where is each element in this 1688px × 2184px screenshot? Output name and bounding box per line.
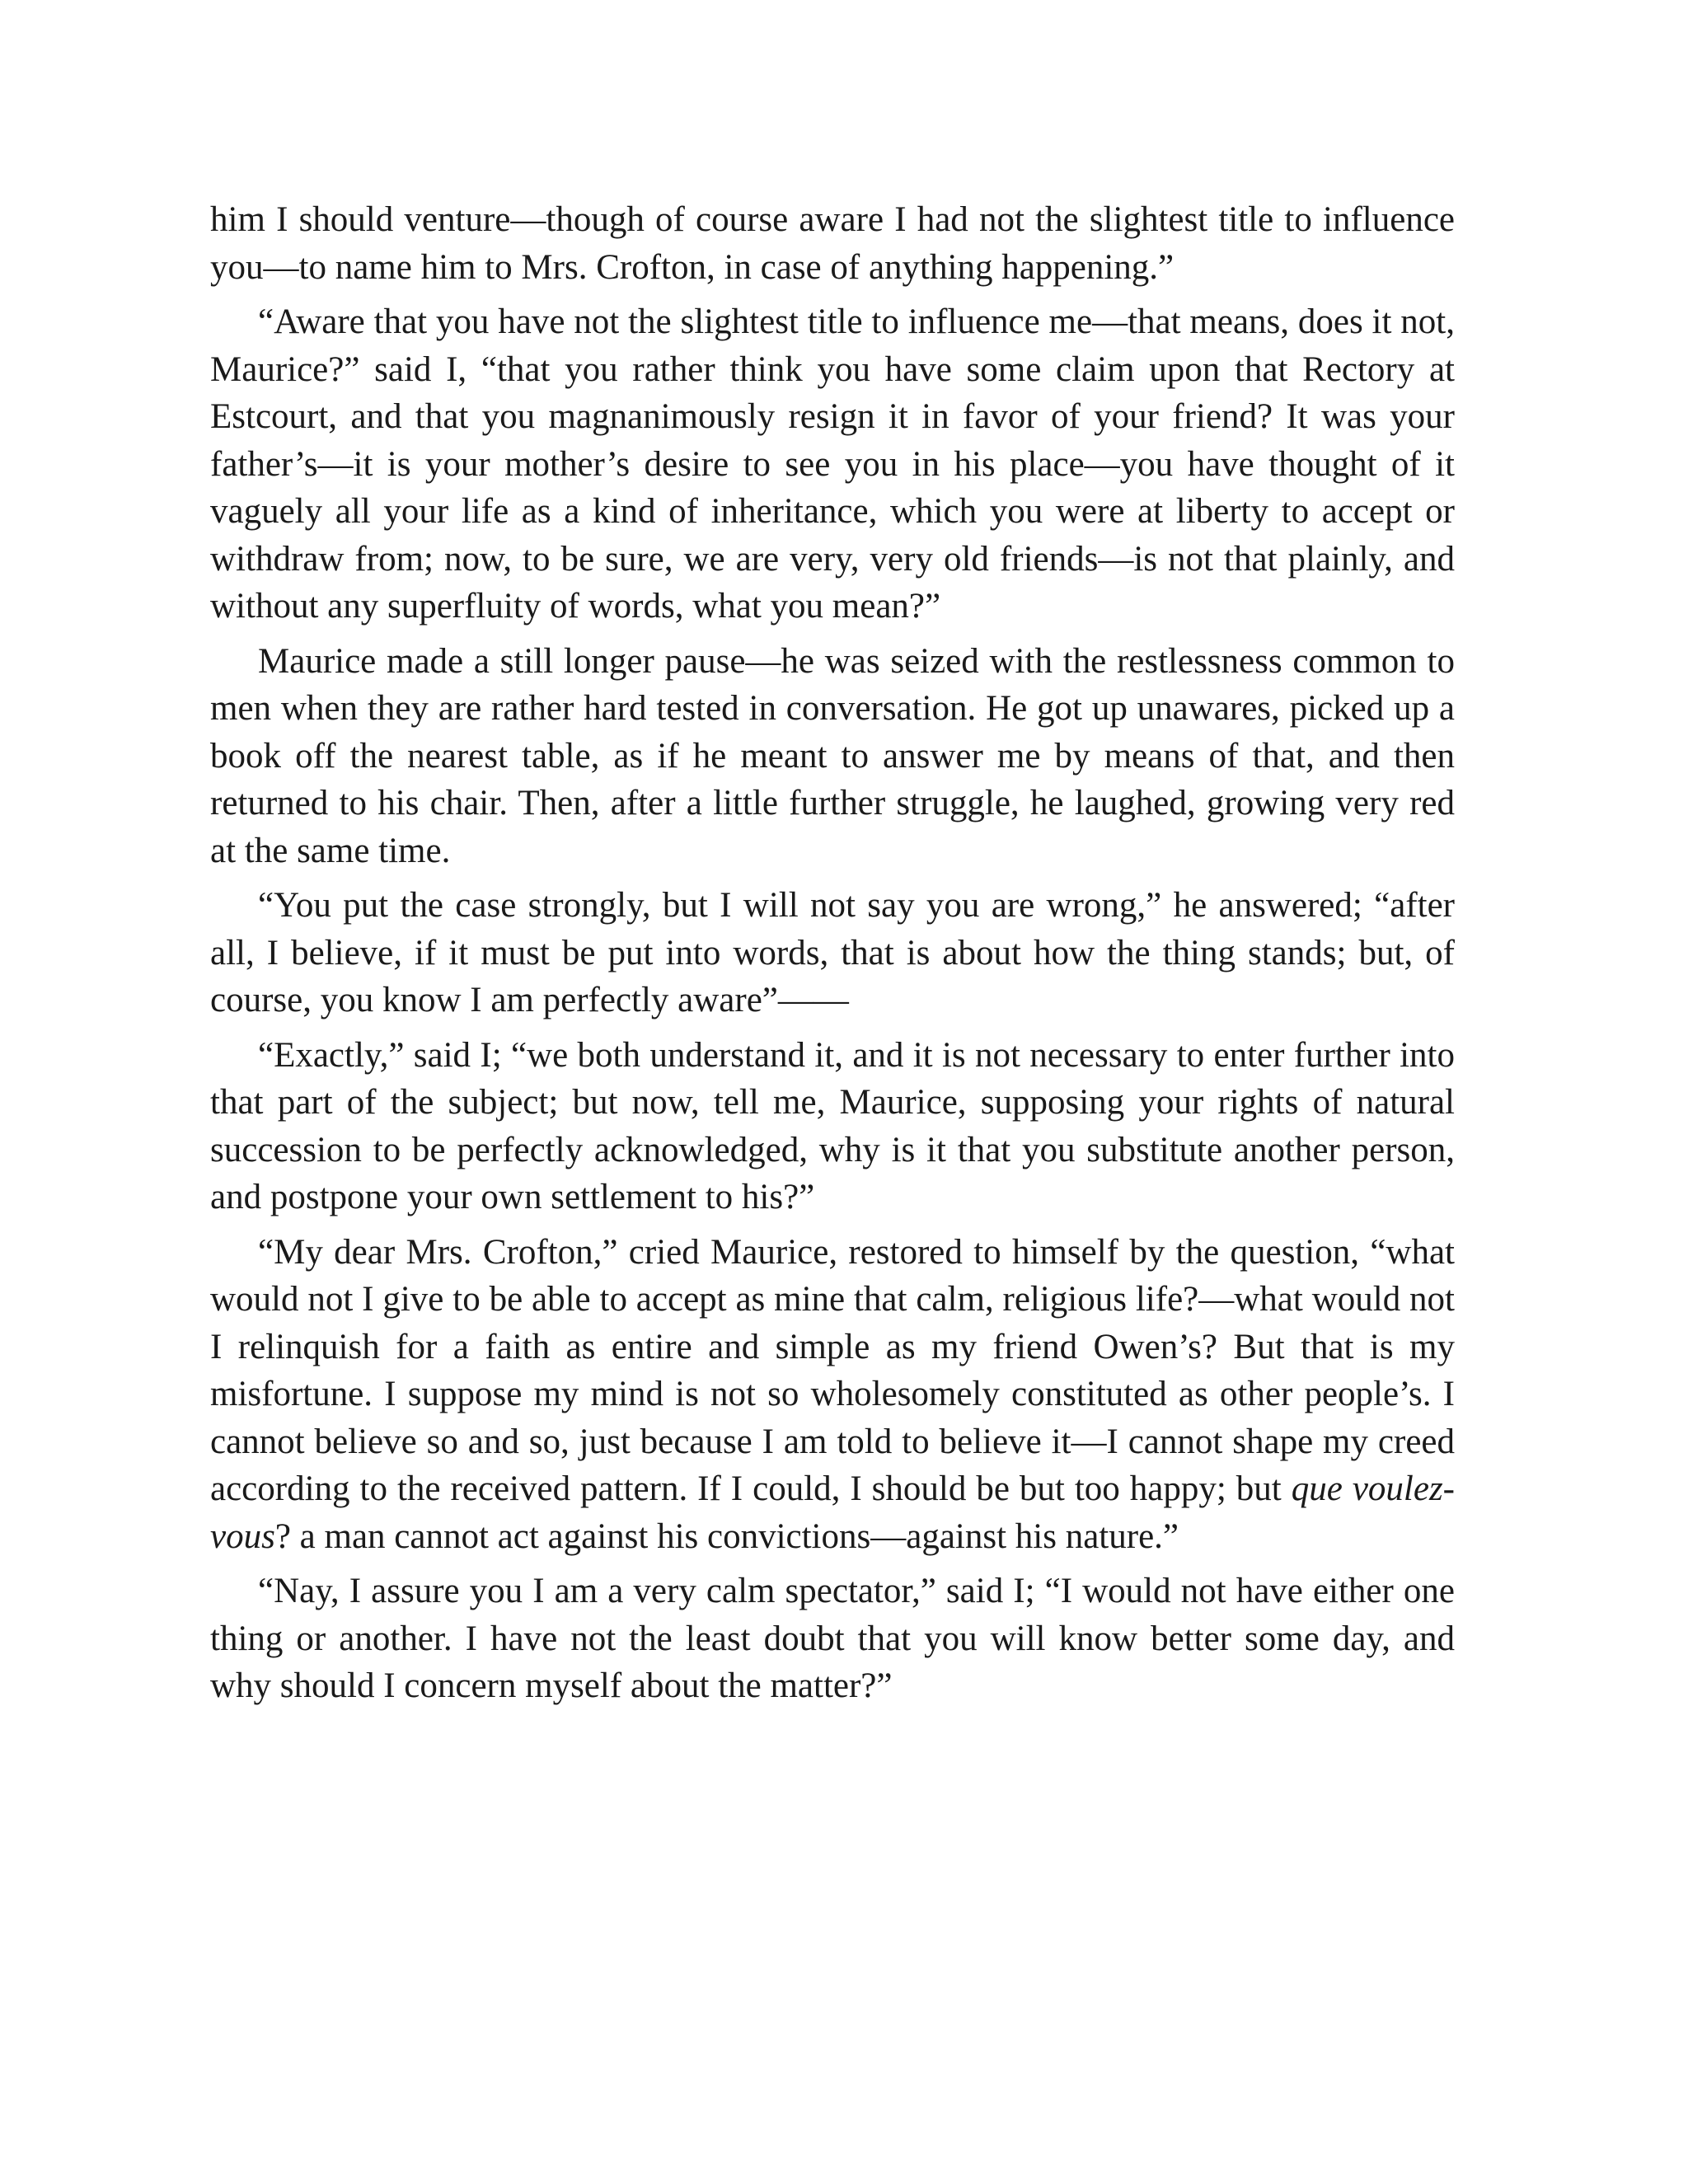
paragraph-6 bbox=[210, 1229, 1455, 1561]
paragraph-3: Maurice made a still longer pause—he was seized with the restlessness common to men when they are rather hard tested in conversation. He got up unawares, picked up a book off the nearest table, as if he meant to answer me by means of that, and then returned to his chair. Then, after a little further struggle, he laughed, growing very red at the same time. bbox=[210, 641, 1455, 870]
paragraph-5: “Exactly,” said I; “we both understand it, and it is not necessary to enter further into that part of the subject; but now, tell me, Maurice, supposing your rights of natural succession to be perfectly acknowledged, why is it that you substitute another person, and postpone your own settlement to his?” bbox=[210, 1035, 1455, 1216]
page-text bbox=[210, 196, 1455, 1718]
paragraph-6-text-before: “My dear Mrs. Crofton,” cried Maurice, restored to himself by the question, “what would not I give to be able to accept as mine that calm, religious life?—what would not I relinquish for a faith as entire and simple as my friend Owen’s? But that is my misfortune. I suppose my mind is not so wholesomely constituted as other people’s. I cannot believe so and so, just because I am told to believe it—I cannot shape my creed according to the received pattern. If I could, I should be but too happy; but bbox=[210, 1232, 1455, 1508]
paragraph-4: “You put the case strongly, but I will not say you are wrong,” he answered; “after all, I believe, if it must be put into words, that is about how the thing stands; but, of course, you know I am perfectly aware”—— bbox=[210, 886, 1455, 1019]
paragraph-7: “Nay, I assure you I am a very calm spectator,” said I; “I would not have either one thing or another. I have not the least doubt that you will know better some day, and why should I concern myself about the matter?” bbox=[210, 1572, 1455, 1705]
paragraph-1: him I should venture—though of course aware I had not the slightest title to influence you—to name him to Mrs. Crofton, in case of anything happening.” bbox=[210, 200, 1455, 287]
paragraph-2: “Aware that you have not the slightest title to influence me—that means, does it not, Maurice?” said I, “that you rather think you have some claim upon that Rectory at Estcourt, and that you magnanimously resign it in favor of your friend? It was your father’s—it is your mother’s desire to see you in his place—you have thought of it vaguely all your life as a kind of inheritance, which you were at liberty to accept or withdraw from; now, to be sure, we are very, very old friends—is not that plainly, and without any superfluity of words, what you mean?” bbox=[210, 302, 1455, 626]
paragraph-6-text-after: ? a man cannot act against his convictions—against his nature.” bbox=[274, 1516, 1179, 1556]
paragraph-6-italic-phrase: que voulez-vous bbox=[210, 1469, 1455, 1556]
